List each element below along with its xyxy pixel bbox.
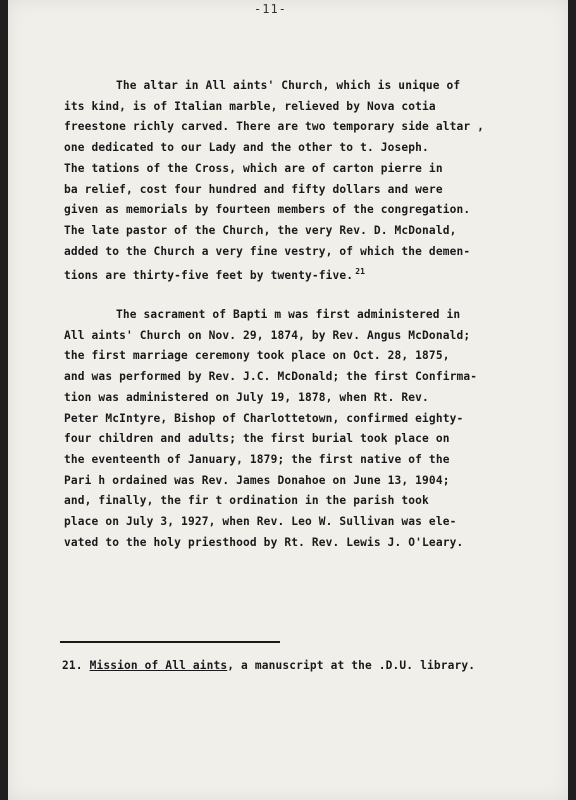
text-line: Peter McIntyre, Bishop of Charlottetown, confirmed eighty- <box>64 411 464 425</box>
text-line: Pari h ordained was Rev. James Donahoe on June 13, 1904; <box>64 473 450 487</box>
text-line: vated to the holy priesthood by Rt. Rev. Lewis J. O'Leary. <box>64 535 464 549</box>
paragraph-gap <box>64 287 554 305</box>
footnote-source-detail: , a manuscript at the .D.U. library. <box>227 659 476 672</box>
paragraph-sacraments <box>64 305 554 553</box>
footnote-reference: 21 <box>355 267 366 277</box>
text-line: the first marriage ceremony took place on Oct. 28, 1875, <box>64 349 450 363</box>
page-number: -11- <box>254 2 287 16</box>
body-text <box>64 76 554 553</box>
text-line: given as memorials by fourteen members of the congregation. <box>64 203 471 217</box>
text-line: place on July 3, 1927, when Rev. Leo W. Sullivan was ele- <box>64 515 457 529</box>
text-line: the eventeenth of January, 1879; the first native of the <box>64 452 450 466</box>
text-line: freestone richly carved. There are two temporary side altar , <box>64 120 485 134</box>
text-line: and, finally, the fir t ordination in the parish took <box>64 494 429 508</box>
text-line: ba relief, cost four hundred and fifty dollars and were <box>64 182 443 196</box>
text-line: one dedicated to our Lady and the other to t. Joseph. <box>64 141 429 155</box>
footnote-source-title: Mission of All aints <box>89 659 228 672</box>
text-line: All aints' Church on Nov. 29, 1874, by Rev. Angus McDonald; <box>64 328 471 342</box>
text-line: The sacrament of Bapti m was first administered in <box>116 308 461 322</box>
text-line: The tations of the Cross, which are of carton pierre in <box>64 161 443 175</box>
footnote-number: 21. <box>62 659 83 672</box>
text-line: added to the Church a very fine vestry, of which the demen- <box>64 244 471 258</box>
text-line: four children and adults; the first burial took place on <box>64 432 450 446</box>
text-line-last <box>64 262 554 287</box>
paragraph-altar <box>64 76 554 287</box>
text-line: The late pastor of the Church, the very Rev. D. McDonald, <box>64 223 457 237</box>
footnote-divider <box>60 641 280 643</box>
text-line: its kind, is of Italian marble, relieved by Nova cotia <box>64 99 436 113</box>
text-line-content: tions are thirty-five feet by twenty-five. <box>64 269 354 283</box>
text-line: tion was administered on July 19, 1878, when Rt. Rev. <box>64 390 429 404</box>
footnote <box>62 659 562 672</box>
text-line: The altar in All aints' Church, which is unique of <box>116 79 461 92</box>
document-page <box>8 0 568 800</box>
text-line: and was performed by Rev. J.C. McDonald; the first Confirma- <box>64 370 478 384</box>
